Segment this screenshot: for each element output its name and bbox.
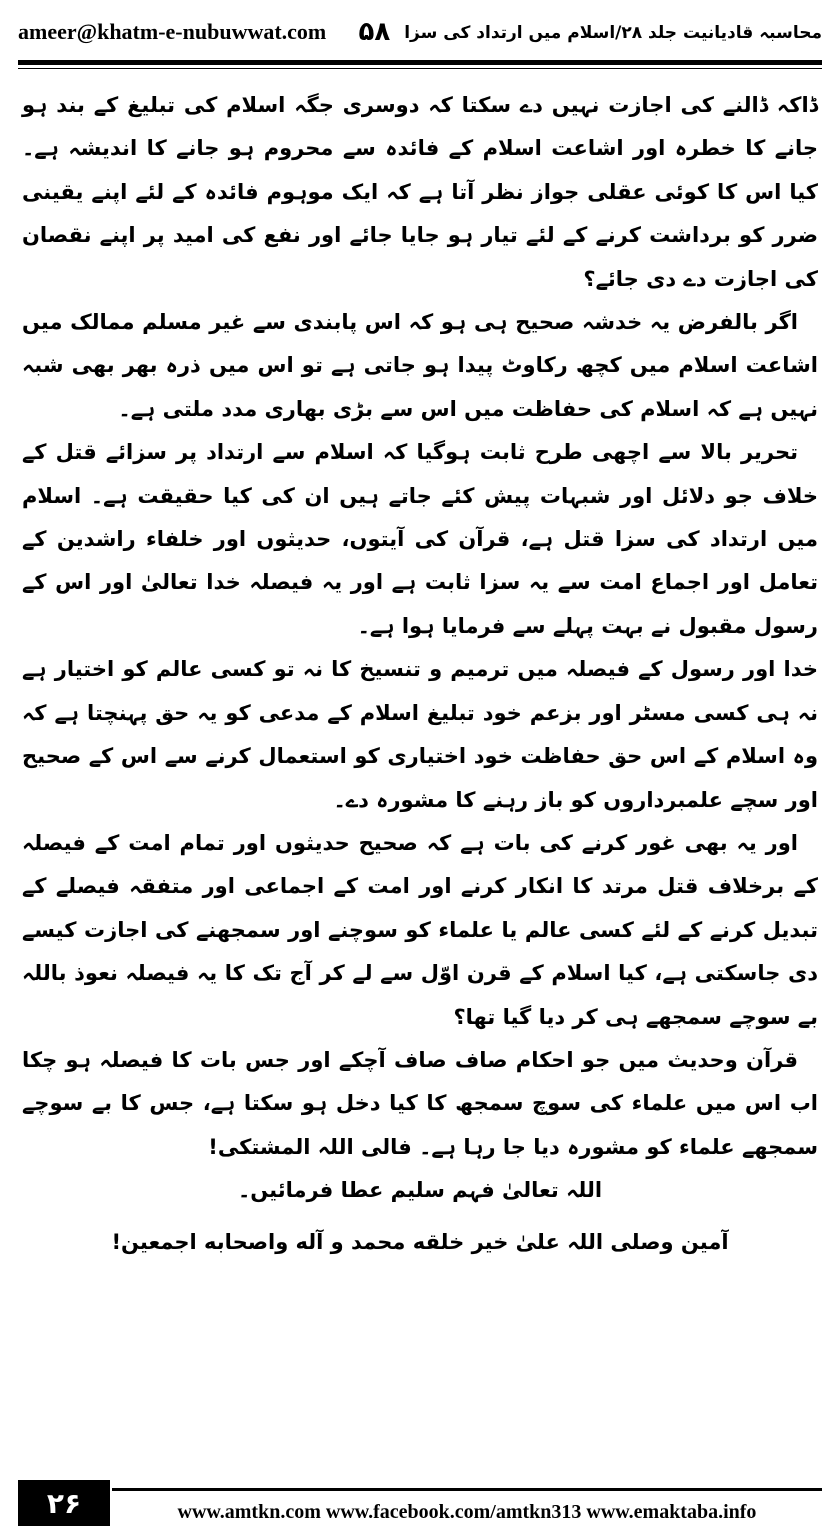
paragraph: اگر بالفرض یہ خدشہ صحیح ہی ہو کہ اس پابندی سے غیر مسلم ممالک میں اشاعت اسلام میں کچھ رکاوٹ پیدا ہو جاتی ہے تو اس میں ذرہ بھر بھی شبہ نہیں ہے کہ اسلام کی حفاظت میں اس سے بڑی بھاری مدد ملتی ہے۔ — [22, 310, 818, 421]
paragraph: خدا اور رسول کے فیصلہ میں ترمیم و تنسیخ کا نہ تو کسی عالم کو اختیار ہے نہ ہی کسی مسٹر اور بزعم خود تبلیغ اسلام کے مدعی کو یہ حق پہنچتا ہے کہ وہ اسلام کے اس حق حفاظت خود اختیاری کو استعمال کرنے سے اس کے صحیح اور سچے علمبرداروں کو باز رہنے کا مشورہ دے۔ — [22, 657, 818, 812]
header-rule-thick — [18, 60, 822, 65]
page-header — [18, 14, 822, 50]
paragraph: اور یہ بھی غور کرنے کی بات ہے کہ صحیح حدیثوں اور تمام امت کے فیصلہ کے برخلاف قتل مرتد کا انکار کرنے اور امت کے اجماعی اور متفقہ فیصلے کے تبدیل کرنے کے لئے کسی عالم یا علماء کو سوچنے اور سمجھنے کی اجازت کیسے دی جاسکتی ہے، کیا اسلام کے قرن اوّل سے لے کر آج تک کا یہ فیصلہ نعوذ باللہ بے سوچے سمجھے ہی کر دیا گیا تھا؟ — [22, 830, 818, 1029]
closing-line: آمین وصلی اللہ علیٰ خیر خلقه محمد و آله واصحابه اجمعین! — [111, 1229, 729, 1254]
body-text — [22, 84, 818, 1264]
header-title-group — [358, 17, 822, 47]
page-number: ۵۸ — [358, 17, 391, 47]
paragraph: قرآن وحدیث میں جو احکام صاف صاف آچکے اور جس بات کا فیصلہ ہو چکا اب اس میں علماء کی سوچ سمجھ کا کیا دخل ہو سکتا ہے، جس کا بے سوچے سمجھے علماء کو مشورہ دیا جا رہا ہے۔ فالی اللہ المشتکی! — [22, 1047, 818, 1159]
paragraph: ڈاکہ ڈالنے کی اجازت نہیں دے سکتا کہ دوسری جگہ اسلام کی تبلیغ کے بند ہو جانے کا خطرہ اور اشاعت اسلام کے فائدہ سے محروم ہو جانے کا اندیشہ ہے۔ کیا اس کا کوئی عقلی جواز نظر آتا ہے کہ ایک موہوم فائدہ کے لئے اپنے یقینی ضرر کو برداشت کرنے کے لئے تیار ہو جایا جائے اور نفع کی امید پر اپنے نقصان کی اجازت دے دی جائے؟ — [22, 93, 818, 291]
footer-rule — [112, 1488, 822, 1491]
footer-page-number: ۲۶ — [46, 1486, 82, 1520]
paragraph: تحریر بالا سے اچھی طرح ثابت ہوگیا کہ اسلام سے ارتداد پر سزائے قتل کے خلاف جو دلائل اور شبہات پیش کئے جاتے ہیں ان کی کیا حقیقت ہے۔ اسلام میں ارتداد کی سزا قتل ہے، قرآن کی آیتوں، حدیثوں اور خلفاء راشدین کے تعامل اور اجماع امت سے یہ سزا ثابت ہے اور یہ فیصلہ خدا تعالیٰ اور اس کے رسول مقبول نے بہت پہلے سے فرمایا ہوا ہے۔ — [22, 440, 818, 638]
header-email: ameer@khatm-e-nubuwwat.com — [18, 19, 327, 44]
prayer-line: اللہ تعالیٰ فہم سلیم عطا فرمائیں۔ — [237, 1178, 603, 1203]
header-rule-thin — [18, 68, 822, 69]
running-title: محاسبہ قادیانیت جلد ۲۸/اسلام میں ارتداد کی سزا — [404, 22, 822, 43]
footer-page-box — [18, 1480, 110, 1526]
footer-links: www.amtkn.com www.facebook.com/amtkn313 www.emaktaba.info — [177, 1500, 757, 1523]
